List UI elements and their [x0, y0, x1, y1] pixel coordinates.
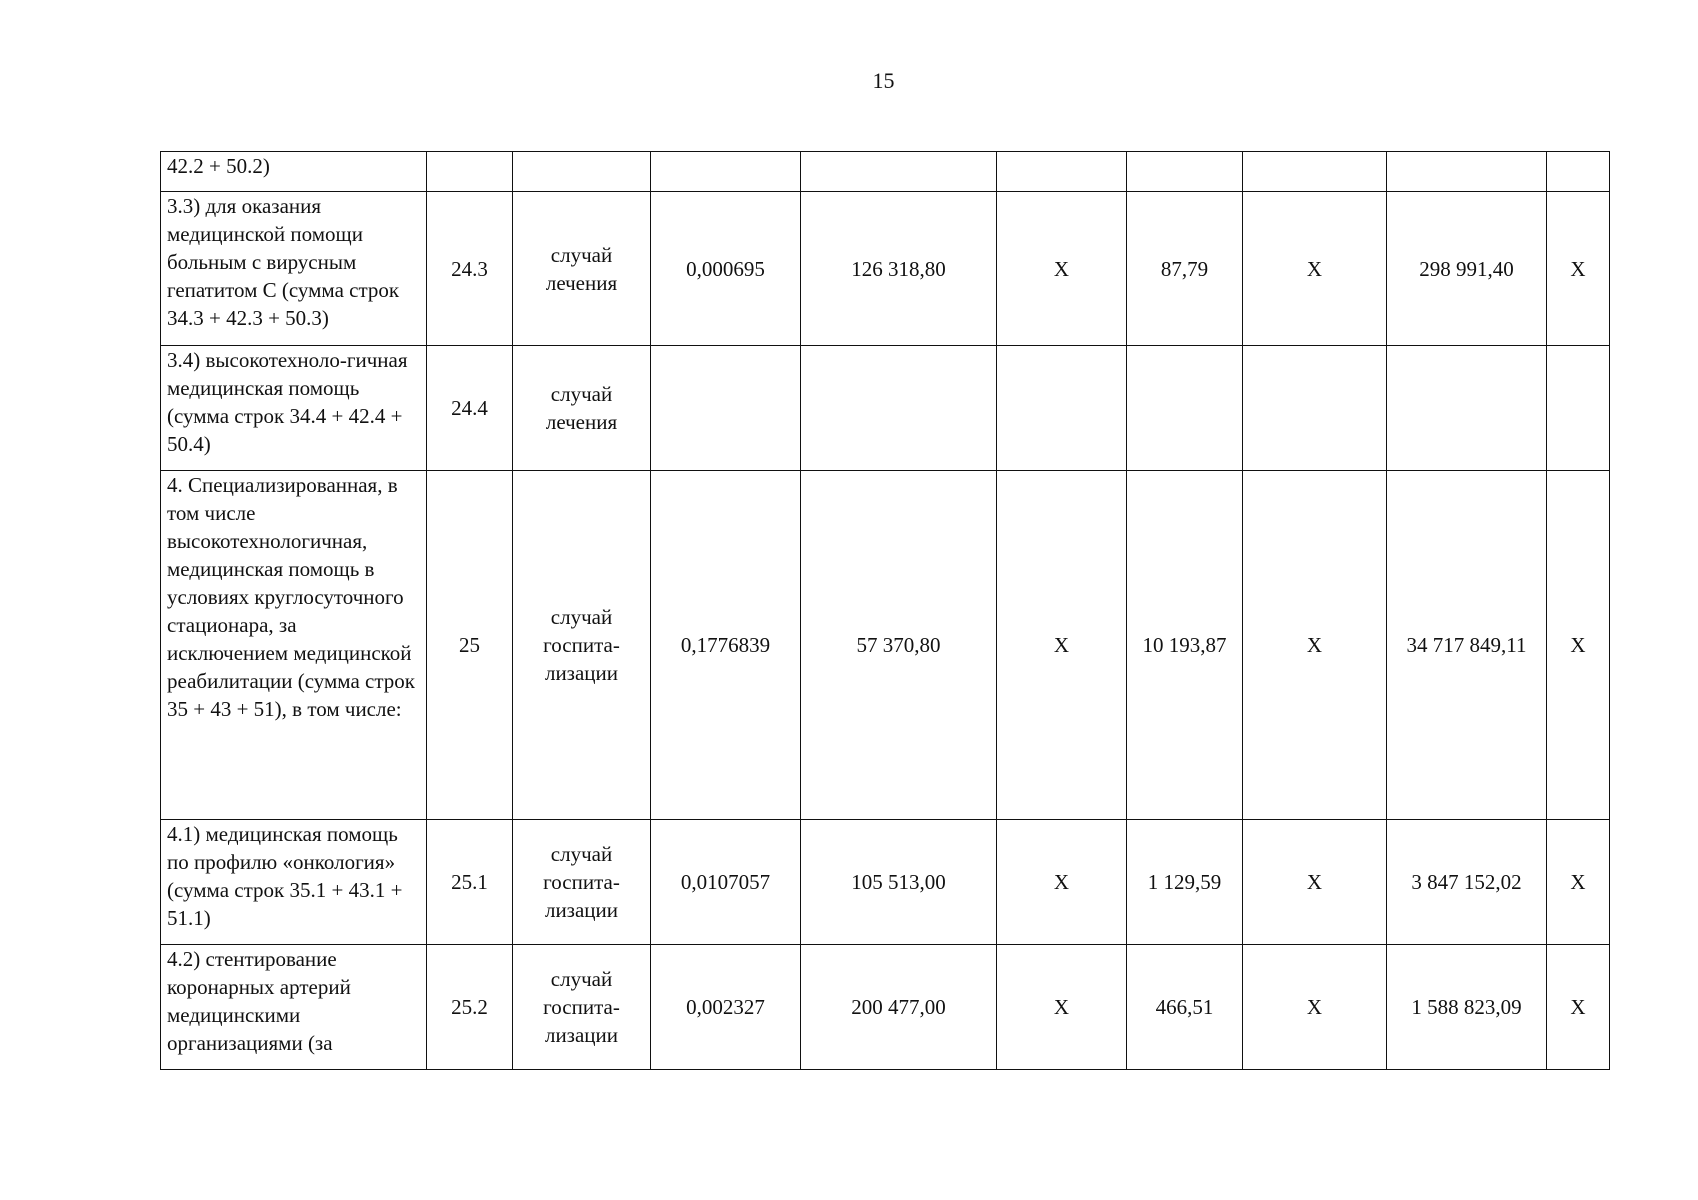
row-name-cell: 4. Специализированная, в том числе высокотехнологичная, медицинская помощь в условиях круглосуточного стационара, за исключением медицинской реабилитации (сумма строк 35 + 43 + 51), в том числе: [161, 471, 427, 820]
row-col6-cell: X [997, 192, 1127, 346]
row-cost-cell: 105 513,00 [801, 820, 997, 945]
row-col8-cell [1243, 152, 1387, 192]
row-col6-cell: X [997, 945, 1127, 1070]
row-col7-cell: 466,51 [1127, 945, 1243, 1070]
row-unit-cell: случай госпита-лизации [513, 945, 651, 1070]
row-col10-cell: X [1547, 192, 1610, 346]
row-code-cell [427, 152, 513, 192]
row-col10-cell: X [1547, 945, 1610, 1070]
row-unit-cell: случай лечения [513, 192, 651, 346]
data-table [160, 151, 1610, 1070]
row-col9-cell: 298 991,40 [1387, 192, 1547, 346]
row-col9-cell: 3 847 152,02 [1387, 820, 1547, 945]
row-unit-cell: случай лечения [513, 346, 651, 471]
row-col9-cell [1387, 152, 1547, 192]
row-cost-cell: 200 477,00 [801, 945, 997, 1070]
row-code-cell: 24.4 [427, 346, 513, 471]
row-col8-cell: X [1243, 945, 1387, 1070]
row-norm-cell [651, 346, 801, 471]
row-col7-cell: 10 193,87 [1127, 471, 1243, 820]
row-col7-cell: 87,79 [1127, 192, 1243, 346]
row-code-cell: 25 [427, 471, 513, 820]
row-col9-cell: 34 717 849,11 [1387, 471, 1547, 820]
row-col6-cell: X [997, 471, 1127, 820]
row-norm-cell [651, 152, 801, 192]
row-col8-cell: X [1243, 471, 1387, 820]
table-row [161, 152, 1610, 192]
row-col10-cell: X [1547, 820, 1610, 945]
row-code-cell: 25.2 [427, 945, 513, 1070]
row-col8-cell: X [1243, 192, 1387, 346]
table-row [161, 820, 1610, 945]
row-col8-cell: X [1243, 820, 1387, 945]
table-row [161, 192, 1610, 346]
row-col7-cell: 1 129,59 [1127, 820, 1243, 945]
row-col6-cell [997, 346, 1127, 471]
table-row [161, 945, 1610, 1070]
table-row [161, 346, 1610, 471]
row-norm-cell: 0,1776839 [651, 471, 801, 820]
row-col9-cell: 1 588 823,09 [1387, 945, 1547, 1070]
row-col8-cell [1243, 346, 1387, 471]
row-name-cell: 3.4) высокотехноло-гичная медицинская помощь (сумма строк 34.4 + 42.4 + 50.4) [161, 346, 427, 471]
row-col6-cell [997, 152, 1127, 192]
row-name-cell: 4.1) медицинская помощь по профилю «онкология» (сумма строк 35.1 + 43.1 + 51.1) [161, 820, 427, 945]
row-col10-cell [1547, 346, 1610, 471]
row-unit-cell: случай госпита-лизации [513, 471, 651, 820]
row-cost-cell [801, 346, 997, 471]
row-code-cell: 24.3 [427, 192, 513, 346]
row-unit-cell [513, 152, 651, 192]
row-col7-cell [1127, 346, 1243, 471]
row-name-cell: 42.2 + 50.2) [161, 152, 427, 192]
row-cost-cell [801, 152, 997, 192]
row-code-cell: 25.1 [427, 820, 513, 945]
row-col10-cell [1547, 152, 1610, 192]
row-norm-cell: 0,0107057 [651, 820, 801, 945]
row-norm-cell: 0,002327 [651, 945, 801, 1070]
page-number: 15 [872, 68, 895, 93]
row-cost-cell: 126 318,80 [801, 192, 997, 346]
row-name-cell: 4.2) стентирование коронарных артерий медицинскими организациями (за [161, 945, 427, 1070]
row-norm-cell: 0,000695 [651, 192, 801, 346]
row-col10-cell: X [1547, 471, 1610, 820]
table-row [161, 471, 1610, 820]
row-col6-cell: X [997, 820, 1127, 945]
row-col9-cell [1387, 346, 1547, 471]
row-cost-cell: 57 370,80 [801, 471, 997, 820]
row-col7-cell [1127, 152, 1243, 192]
row-unit-cell: случай госпита-лизации [513, 820, 651, 945]
row-name-cell: 3.3) для оказания медицинской помощи больным с вирусным гепатитом С (сумма строк 34.3 + 42.3 + 50.3) [161, 192, 427, 346]
